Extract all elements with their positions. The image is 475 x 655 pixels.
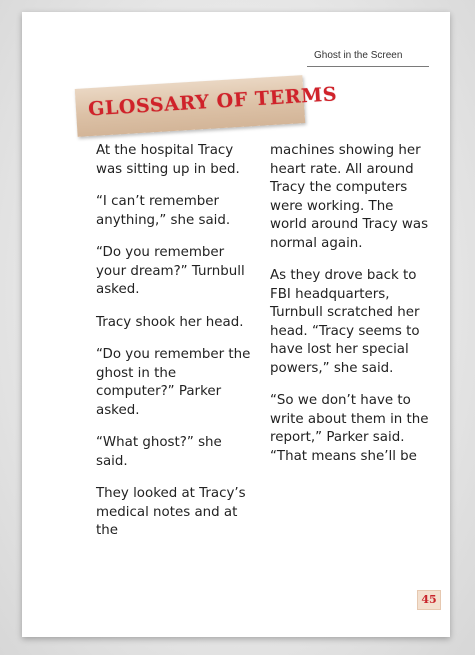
paragraph: “I can’t remember anything,” she said. [96,194,231,228]
paragraph: “What ghost?” she said. [96,435,222,469]
right-text-column [270,142,430,480]
paragraph: machines showing her heart rate. All around Tracy the computers were working. The world around Tracy was normal again. [270,143,429,251]
paragraph: At the hospital Tracy was sitting up in bed. [96,143,240,177]
paragraph: They looked at Tracy’s medical notes and at the [96,486,246,538]
paragraph: “Do you remember your dream?” Turnbull asked. [96,245,245,297]
glossary-banner-title: GLOSSARY OF TERMS [87,83,338,121]
paragraph: Tracy shook her head. [96,314,244,330]
book-page [22,12,450,637]
paragraph: “Do you remember the ghost in the computer?” Parker asked. [96,347,251,418]
paragraph: As they drove back to FBI headquarters, Turnbull scratched her head. “Tracy seems to have lost her special powers,” she said. [270,268,420,376]
header-rule [307,66,429,67]
paragraph: “So we don’t have to write about them in the report,” Parker said. “That means she’ll be [270,393,429,464]
running-header-title: Ghost in the Screen [314,50,403,61]
left-text-column [96,142,256,555]
page-number: 45 [417,590,441,610]
